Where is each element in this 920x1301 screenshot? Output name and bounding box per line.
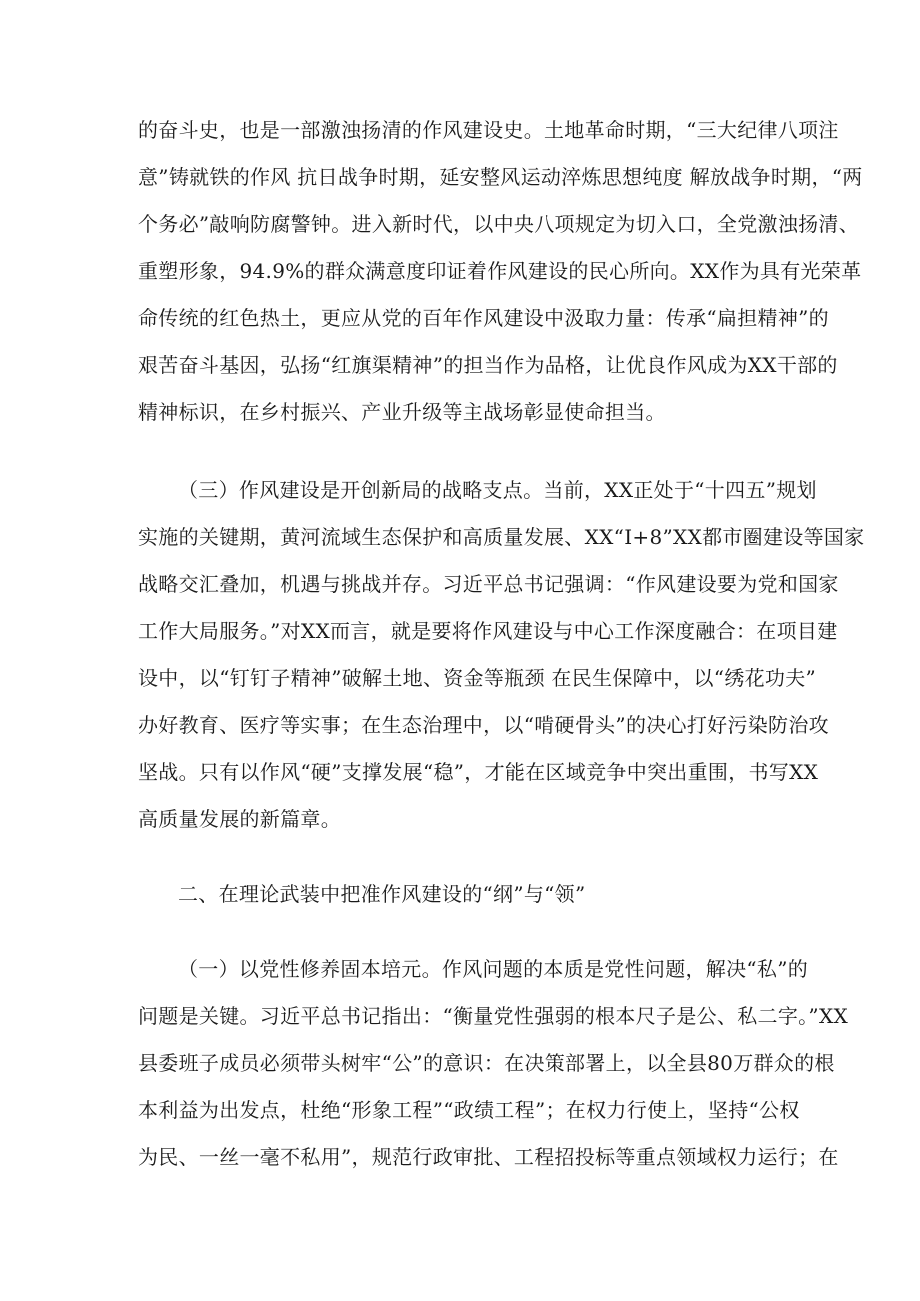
paragraph-line: 实施的关键期，黄河流域生态保护和高质量发展、XX“I+8”XX都市圈建设等国家	[138, 525, 865, 549]
paragraph-line: 办好教育、医疗等实事；在生态治理中，以“啃硬骨头”的决心打好污染防治攻	[138, 713, 829, 737]
paragraph-line: 本利益为出发点，杜绝“形象工程”“政绩工程”；在权力行使上，坚持“公权	[138, 1098, 800, 1122]
section-heading: 二、在理论武装中把准作风建设的“纲”与“领”	[178, 882, 586, 906]
paragraph-line: 重塑形象，94.9%的群众满意度印证着作风建设的民心所向。XX作为具有光荣革	[138, 259, 862, 283]
paragraph-line: （三）作风建设是开创新局的战略支点。当前，XX正处于“十四五”规划	[178, 478, 817, 502]
paragraph-line: （一）以党性修养固本培元。作风问题的本质是党性问题，解决“私”的	[178, 957, 809, 981]
paragraph-line: 个务必”敲响防腐警钟。进入新时代，以中央八项规定为切入口，全党激浊扬清、	[138, 212, 860, 236]
paragraph-line: 艰苦奋斗基因，弘扬“红旗渠精神”的担当作为品格，让优良作风成为XX干部的	[138, 353, 838, 377]
paragraph-line: 高质量发展的新篇章。	[138, 807, 341, 831]
paragraph-line: 为民、一丝一毫不私用”，规范行政审批、工程招投标等重点领域权力运行；在	[138, 1145, 839, 1169]
paragraph-line: 县委班子成员必须带头树牢“公”的意识：在决策部署上，以全县80万群众的根	[138, 1051, 835, 1075]
paragraph-line: 问题是关键。习近平总书记指出：“衡量党性强弱的根本尺子是公、私二字。”XX	[138, 1004, 849, 1028]
paragraph-line: 的奋斗史，也是一部激浊扬清的作风建设史。土地革命时期，“三大纪律八项注	[138, 118, 839, 142]
paragraph-line: 命传统的红色热土，更应从党的百年作风建设中汲取力量：传承“扁担精神”的	[138, 306, 829, 330]
paragraph-line: 精神标识，在乡村振兴、产业升级等主战场彰显使命担当。	[138, 400, 666, 424]
paragraph-line: 坚战。只有以作风“硬”支撑发展“稳”，才能在区域竞争中突出重围，书写XX	[138, 760, 819, 784]
paragraph-line: 工作大局服务。”对XX而言，就是要将作风建设与中心工作深度融合：在项目建	[138, 619, 838, 643]
paragraph-line: 设中，以“钉钉子精神”破解土地、资金等瓶颈 在民生保障中，以“绣花功夫”	[138, 666, 817, 690]
paragraph-line: 意”铸就铁的作风 抗日战争时期，延安整风运动淬炼思想纯度 解放战争时期，“两	[138, 165, 863, 189]
paragraph-line: 战略交汇叠加，机遇与挑战并存。习近平总书记强调：“作风建设要为党和国家	[138, 572, 839, 596]
